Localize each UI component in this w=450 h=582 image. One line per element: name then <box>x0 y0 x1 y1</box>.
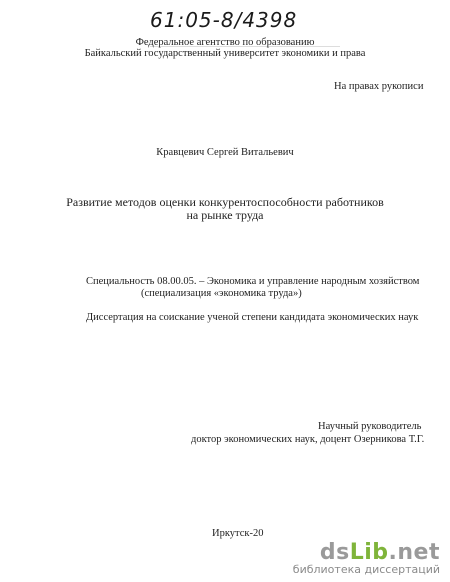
dslib-watermark <box>293 540 440 576</box>
city-year: Иркутск-20 <box>212 528 264 539</box>
archive-number-handwritten: 61:05-8/4398 <box>150 8 298 32</box>
dissertation-title-line1: Развитие методов оценки конкурентоспособности работников <box>66 195 384 209</box>
dissertation-title-line2: на рынке труда <box>186 208 264 222</box>
specialization-line: (специализация «экономика труда») <box>141 288 302 299</box>
author-name: Кравцевич Сергей Витальевич <box>156 147 294 158</box>
dslib-logo: dsLib.net <box>319 540 440 565</box>
dslib-subtitle: библиотека диссертаций <box>292 563 440 576</box>
advisor-details: доктор экономических наук, доцент Озерникова Т.Г. <box>191 434 425 445</box>
agency-name: Федеральное агентство по образованию <box>135 37 315 48</box>
university-name: Байкальский государственный университет экономики и права <box>84 48 366 59</box>
advisor-label: Научный руководитель <box>318 421 422 432</box>
rights-note: На правах рукописи <box>334 81 424 92</box>
specialty-line: Специальность 08.00.05. – Экономика и управление народным хозяйством <box>86 276 420 287</box>
dissertation-degree-line: Диссертация на соискание ученой степени кандидата экономических наук <box>86 312 419 323</box>
